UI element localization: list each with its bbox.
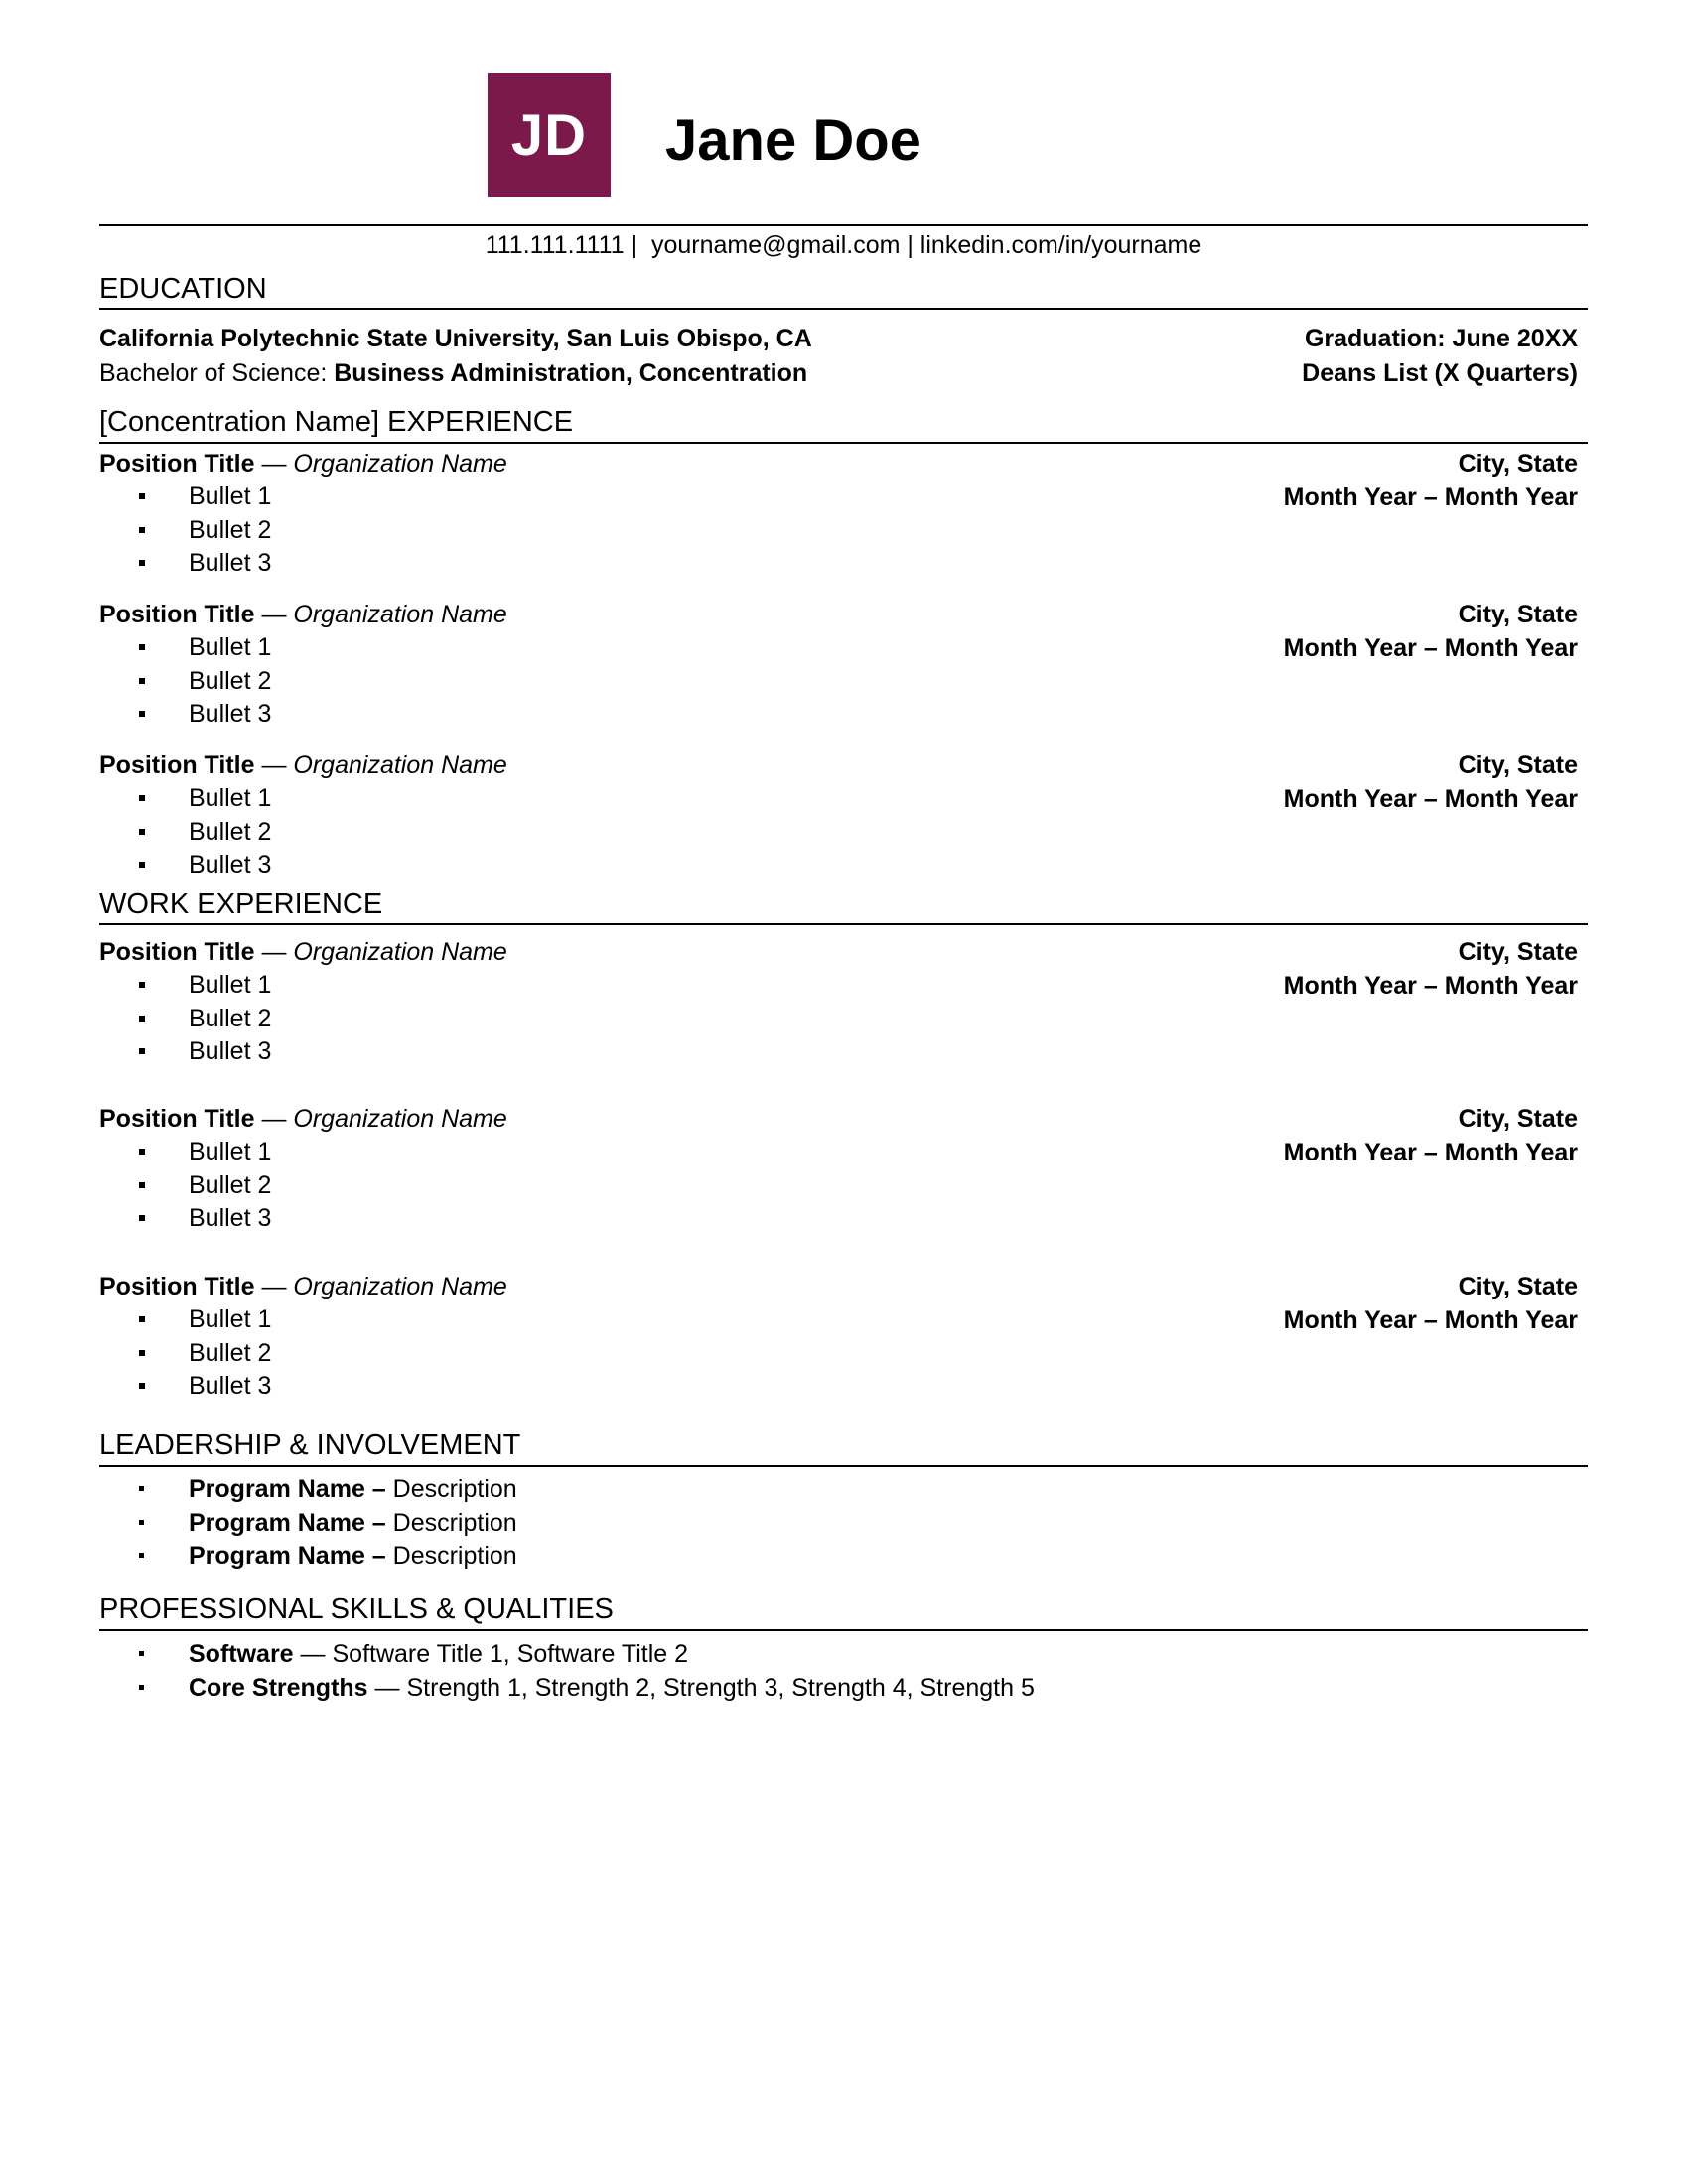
leadership-list [99,1473,517,1573]
position-line [99,598,507,631]
skill-separator: — [293,1640,333,1668]
bullet-square-icon [139,678,145,684]
header-divider [99,224,1588,226]
program-name: Program Name – [189,1508,393,1537]
bullet-list [99,782,271,883]
skills-list [99,1638,1035,1705]
position-line [99,749,507,782]
organization-name: Organization Name [293,450,507,478]
skills-divider [99,1629,1588,1631]
skills-heading: PROFESSIONAL SKILLS & QUALITIES [99,1593,614,1625]
monogram-logo: JD [488,73,611,197]
date-range: Month Year – Month Year [1283,483,1578,511]
bullet-square-icon [139,982,145,988]
list-item [99,1672,1035,1706]
work-experience-divider [99,923,1588,925]
date-range: Month Year – Month Year [1283,785,1578,813]
degree-major: Business Administration, Concentration [334,359,808,387]
list-item [99,480,271,514]
honors: Deans List (X Quarters) [1302,359,1578,387]
bullet-square-icon [139,1016,145,1022]
bullet-text: Bullet 1 [189,482,272,510]
bullet-list [99,969,271,1069]
list-item [99,698,271,732]
bullet-square-icon [139,560,145,566]
bullet-square-icon [139,1685,144,1690]
bullet-square-icon [139,1520,144,1525]
location: City, State [1458,751,1578,779]
bullet-square-icon [139,1383,145,1389]
skill-separator: — [367,1673,407,1702]
position-line [99,1102,507,1136]
contact-line: 111.111.1111 | yourname@gmail.com | linkedin.com/in/yourname [485,231,1202,259]
bullet-text: Bullet 2 [189,515,272,544]
bullet-text: Bullet 1 [189,784,272,812]
bullet-square-icon [139,1350,145,1356]
title-separator: — [254,450,294,478]
bullet-text: Bullet 2 [189,666,272,695]
location: City, State [1458,938,1578,966]
list-item [99,1370,271,1404]
organization-name: Organization Name [293,938,507,966]
list-item [99,1169,271,1203]
list-item [99,1035,271,1069]
bullet-text: Bullet 1 [189,1138,272,1165]
bullet-square-icon [139,493,145,499]
list-item [99,1507,517,1541]
position-line [99,447,507,480]
bullet-list [99,1303,271,1404]
location: City, State [1458,601,1578,628]
bullet-square-icon [139,1553,144,1558]
bullet-square-icon [139,527,145,533]
bullet-square-icon [139,711,145,717]
list-item [99,1540,517,1573]
applicant-name: Jane Doe [665,108,921,173]
bullet-text: Bullet 2 [189,1004,272,1032]
list-item [99,631,271,665]
bullet-list [99,631,271,732]
list-item [99,969,271,1003]
date-range: Month Year – Month Year [1283,1139,1578,1166]
title-separator: — [254,938,294,966]
program-name: Program Name – [189,1542,393,1570]
education-divider [99,308,1588,310]
list-item [99,1337,271,1371]
date-range: Month Year – Month Year [1283,634,1578,662]
bullet-square-icon [139,1316,145,1322]
bullet-square-icon [139,829,145,835]
position-title: Position Title [99,751,255,779]
skill-value: Software Title 1, Software Title 2 [332,1640,688,1668]
bullet-square-icon [139,1215,145,1221]
position-line [99,935,507,969]
bullet-text: Bullet 2 [189,1170,272,1199]
concentration-experience-divider [99,442,1588,444]
position-title: Position Title [99,1105,255,1133]
position-title: Position Title [99,938,255,966]
organization-name: Organization Name [293,1105,507,1133]
graduation-date: Graduation: June 20XX [1304,325,1578,352]
position-title: Position Title [99,450,255,478]
program-description: Description [392,1508,517,1537]
bullet-square-icon [139,1149,145,1155]
date-range: Month Year – Month Year [1283,1306,1578,1334]
bullet-text: Bullet 3 [189,1372,272,1400]
program-name: Program Name – [189,1475,393,1503]
bullet-text: Bullet 3 [189,1204,272,1232]
title-separator: — [254,1105,294,1133]
list-item [99,849,271,883]
school-name: California Polytechnic State University, San Luis Obispo, CA [99,325,812,352]
date-range: Month Year – Month Year [1283,972,1578,1000]
bullet-square-icon [139,795,145,801]
position-title: Position Title [99,601,255,628]
program-description: Description [392,1542,517,1570]
list-item [99,1303,271,1337]
bullet-text: Bullet 3 [189,851,272,879]
bullet-text: Bullet 2 [189,817,272,846]
leadership-heading: LEADERSHIP & INVOLVEMENT [99,1430,521,1461]
bullet-list [99,1136,271,1236]
bullet-text: Bullet 3 [189,700,272,728]
title-separator: — [254,601,294,628]
organization-name: Organization Name [293,1273,507,1300]
bullet-text: Bullet 2 [189,1338,272,1367]
position-title: Position Title [99,1273,255,1300]
education-heading: EDUCATION [99,273,267,305]
list-item [99,514,271,548]
bullet-text: Bullet 1 [189,1305,272,1333]
bullet-text: Bullet 1 [189,633,272,661]
list-item [99,816,271,850]
work-experience-heading: WORK EXPERIENCE [99,888,383,920]
bullet-square-icon [139,1182,145,1188]
title-separator: — [254,1273,294,1300]
bullet-square-icon [139,1486,144,1491]
degree-prefix: Bachelor of Science: [99,359,335,387]
concentration-experience-heading: [Concentration Name] EXPERIENCE [99,406,574,438]
program-description: Description [392,1475,517,1503]
list-item [99,547,271,581]
bullet-list [99,480,271,581]
degree [99,356,807,390]
skill-label: Core Strengths [189,1673,368,1702]
position-line [99,1270,507,1303]
bullet-square-icon [139,862,145,868]
leadership-divider [99,1465,1588,1467]
list-item [99,1202,271,1236]
bullet-square-icon [139,644,145,650]
list-item [99,665,271,699]
bullet-square-icon [139,1651,144,1656]
bullet-text: Bullet 3 [189,1037,272,1065]
location: City, State [1458,1273,1578,1300]
location: City, State [1458,1105,1578,1133]
skill-value: Strength 1, Strength 2, Strength 3, Strength 4, Strength 5 [406,1673,1035,1702]
list-item [99,1638,1035,1672]
list-item [99,1136,271,1169]
location: City, State [1458,450,1578,478]
organization-name: Organization Name [293,601,507,628]
organization-name: Organization Name [293,751,507,779]
list-item [99,782,271,816]
bullet-text: Bullet 3 [189,549,272,577]
list-item [99,1003,271,1036]
title-separator: — [254,751,294,779]
bullet-text: Bullet 1 [189,971,272,999]
resume-page [99,0,1588,2184]
bullet-square-icon [139,1048,145,1054]
skill-label: Software [189,1640,294,1668]
list-item [99,1473,517,1507]
